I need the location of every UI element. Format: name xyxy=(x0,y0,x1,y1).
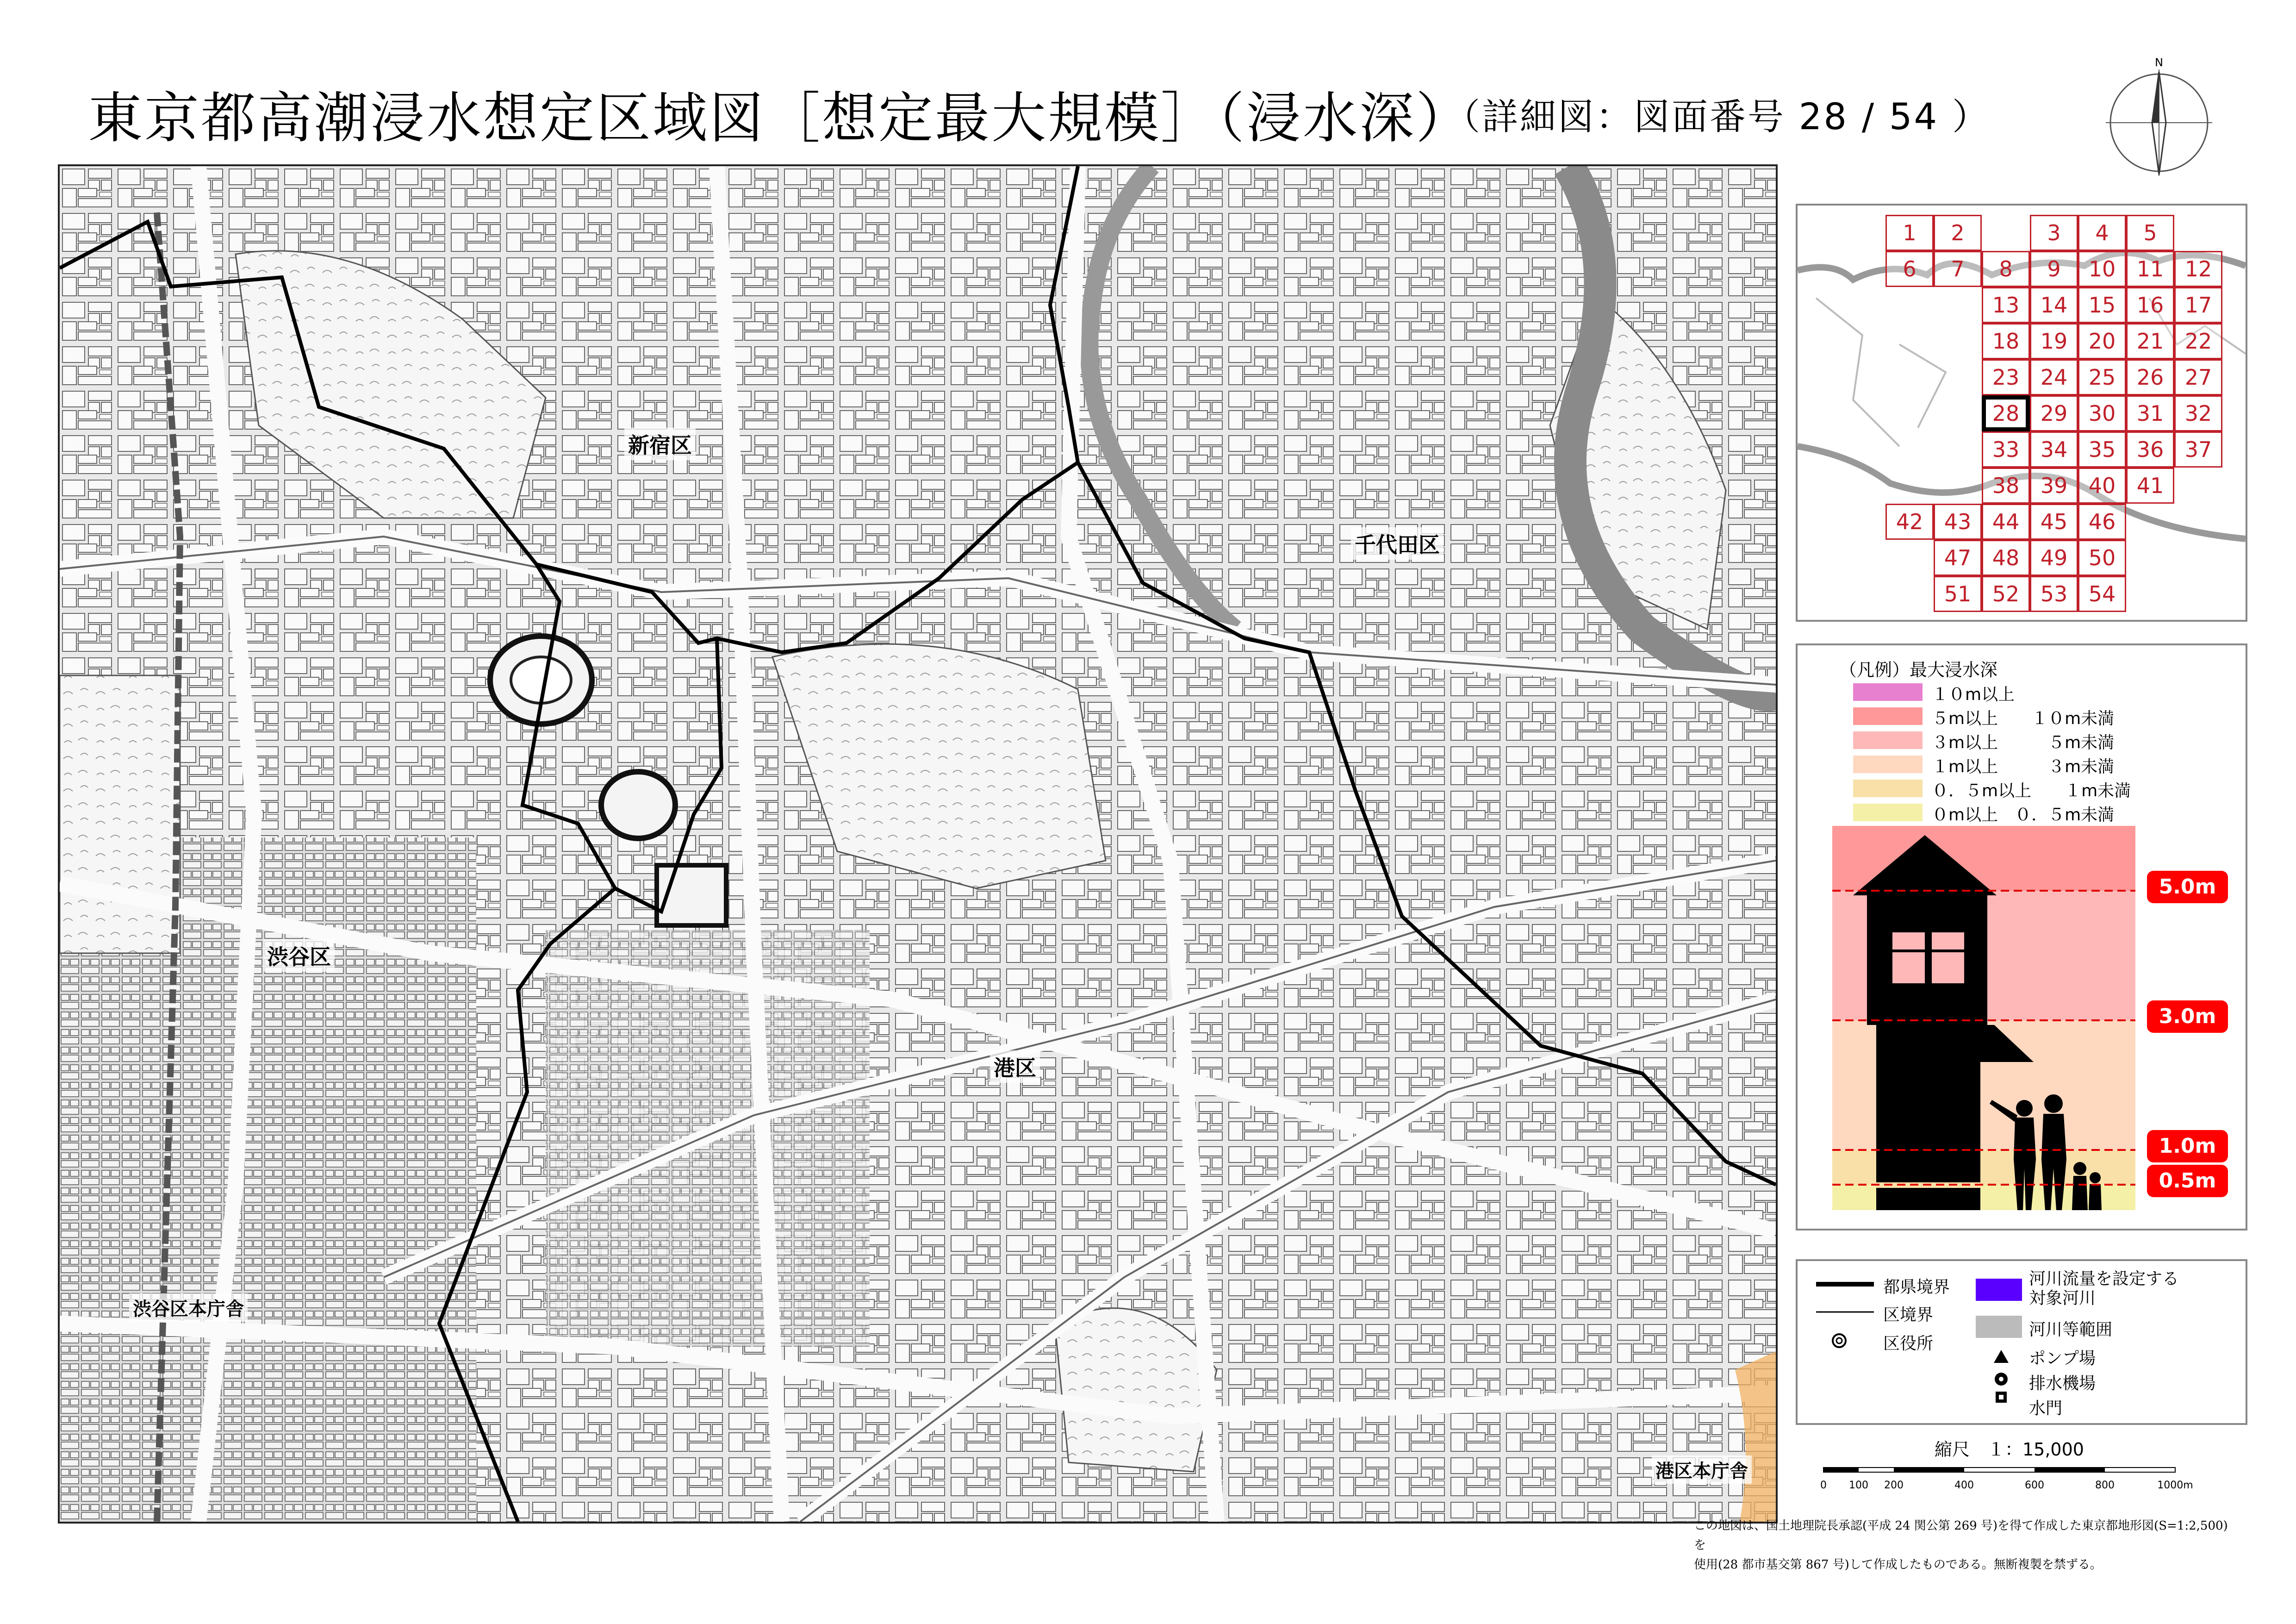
scale-tick-label: 0 xyxy=(1820,1480,1827,1491)
depth-illustration xyxy=(1832,826,2135,1210)
scale-tick-label: 200 xyxy=(1884,1480,1904,1491)
sheet-cell-20[interactable]: 20 xyxy=(2078,323,2126,359)
sheet-cell-4[interactable]: 4 xyxy=(2078,215,2126,251)
legend-title: （凡例）最大浸水深 xyxy=(1839,660,1998,680)
sheet-cell-22[interactable]: 22 xyxy=(2174,323,2222,359)
depth-marker-tag: 3.0m xyxy=(2147,1000,2228,1033)
depth-class-row xyxy=(1853,706,2233,726)
sheet-cell-13[interactable]: 13 xyxy=(1982,287,2030,323)
sheet-cell-37[interactable]: 37 xyxy=(2174,431,2222,468)
depth-marker-tag: 0.5m xyxy=(2147,1165,2228,1197)
credit-line-2: 使用(28 都市基交第 867 号)して作成したものである。無断複製を禁ずる。 xyxy=(1694,1558,2102,1572)
symbols-legend xyxy=(1796,1259,2247,1425)
sheet-cell-38[interactable]: 38 xyxy=(1982,468,2030,504)
sheet-cell-41[interactable]: 41 xyxy=(2126,468,2174,504)
sheet-cell-50[interactable]: 50 xyxy=(2078,540,2126,576)
sheet-cell-7[interactable]: 7 xyxy=(1934,251,1982,287)
sheet-cell-2[interactable]: 2 xyxy=(1934,215,1982,251)
sheet-cell-11[interactable]: 11 xyxy=(2126,251,2174,287)
sheet-cell-42[interactable]: 42 xyxy=(1885,504,1934,540)
sheet-cell-26[interactable]: 26 xyxy=(2126,359,2174,395)
depth-marker-tag: 1.0m xyxy=(2147,1130,2228,1162)
target-river-label-2: 対象河川 xyxy=(2029,1289,2096,1308)
sheet-cell-1[interactable]: 1 xyxy=(1885,215,1934,251)
depth-class-row xyxy=(1853,778,2233,798)
sheet-cell-28[interactable]: 28 xyxy=(1982,395,2030,431)
depth-color-swatch xyxy=(1853,804,1923,821)
depth-class-row xyxy=(1853,730,2233,750)
sheet-cell-35[interactable]: 35 xyxy=(2078,431,2126,468)
drainage-station-label: 排水機場 xyxy=(2029,1374,2096,1393)
sheet-cell-5[interactable]: 5 xyxy=(2126,215,2174,251)
depth-class-row xyxy=(1853,754,2233,774)
sheet-cell-14[interactable]: 14 xyxy=(2030,287,2078,323)
sheet-cell-27[interactable]: 27 xyxy=(2174,359,2222,395)
sheet-cell-17[interactable]: 17 xyxy=(2174,287,2222,323)
sheet-cell-47[interactable]: 47 xyxy=(1934,540,1982,576)
ward-label-shinjuku: 新宿区 xyxy=(624,428,696,460)
ward-label-minato: 港区 xyxy=(990,1050,1040,1083)
scale-tick-label: 100 xyxy=(1849,1480,1868,1491)
sheet-cell-40[interactable]: 40 xyxy=(2078,468,2126,504)
depth-class-label: １m以上 ３m未満 xyxy=(1932,757,2115,776)
sheet-cell-3[interactable]: 3 xyxy=(2030,215,2078,251)
credit-line-1: この地図は、国土地理院長承認(平成 24 関公第 269 号)を得て作成した東京都地形図(S=1:2,500)を xyxy=(1694,1519,2228,1552)
sheet-cell-51[interactable]: 51 xyxy=(1934,576,1982,612)
sheet-cell-52[interactable]: 52 xyxy=(1982,576,2030,612)
scale-bar xyxy=(1814,1463,2198,1495)
scale-tick-label: 1000m xyxy=(2157,1480,2193,1491)
north-arrow-icon xyxy=(2097,53,2221,178)
sheet-cell-24[interactable]: 24 xyxy=(2030,359,2078,395)
sheet-cell-19[interactable]: 19 xyxy=(2030,323,2078,359)
pref-boundary-label: 都県境界 xyxy=(1883,1278,1950,1297)
sheet-cell-45[interactable]: 45 xyxy=(2030,504,2078,540)
ward-label-chiyoda: 千代田区 xyxy=(1351,527,1444,560)
sheet-cell-48[interactable]: 48 xyxy=(1982,540,2030,576)
sheet-cell-30[interactable]: 30 xyxy=(2078,395,2126,431)
shibuya-office-label: 渋谷区本庁舎 xyxy=(129,1293,248,1322)
map-title: 東京都高潮浸水想定区域図［想定最大規模］（浸水深） xyxy=(88,86,1473,150)
depth-color-swatch xyxy=(1853,756,1923,773)
sheet-cell-53[interactable]: 53 xyxy=(2030,576,2078,612)
scale-label: 縮尺 １：15,000 xyxy=(1935,1439,2084,1460)
depth-class-label: １０m以上 xyxy=(1932,685,2015,704)
depth-class-label: ３m以上 ５m未満 xyxy=(1932,733,2115,752)
sheet-cell-54[interactable]: 54 xyxy=(2078,576,2126,612)
depth-color-swatch xyxy=(1853,683,1923,701)
scale-tick-label: 400 xyxy=(1954,1480,1974,1491)
sheet-cell-33[interactable]: 33 xyxy=(1982,431,2030,468)
scale-tick-label: 800 xyxy=(2095,1480,2115,1491)
sheet-cell-16[interactable]: 16 xyxy=(2126,287,2174,323)
depth-class-label: ０．５m以上 １m未満 xyxy=(1932,781,2131,800)
sheet-cell-21[interactable]: 21 xyxy=(2126,323,2174,359)
sheet-cell-49[interactable]: 49 xyxy=(2030,540,2078,576)
target-river-label: 河川流量を設定する xyxy=(2029,1269,2179,1288)
sheet-cell-43[interactable]: 43 xyxy=(1934,504,1982,540)
sheet-cell-23[interactable]: 23 xyxy=(1982,359,2030,395)
river-area-swatch xyxy=(1976,1316,2022,1338)
depth-color-swatch xyxy=(1853,780,1923,797)
compass-n-label: N xyxy=(2155,56,2163,69)
depth-class-label: ０m以上 ０．５m未満 xyxy=(1932,806,2115,824)
sheet-number-subtitle: （詳細図：図面番号 28 / 54 ） xyxy=(1444,96,1990,138)
sheet-cell-46[interactable]: 46 xyxy=(2078,504,2126,540)
ward-office-label: 区役所 xyxy=(1883,1334,1934,1353)
sheet-cell-10[interactable]: 10 xyxy=(2078,251,2126,287)
sheet-cell-31[interactable]: 31 xyxy=(2126,395,2174,431)
water-gate-label: 水門 xyxy=(2029,1399,2063,1418)
depth-class-label: ５m以上 １０m未満 xyxy=(1932,709,2115,728)
sheet-cell-39[interactable]: 39 xyxy=(2030,468,2078,504)
sheet-cell-12[interactable]: 12 xyxy=(2174,251,2222,287)
depth-marker-tag: 5.0m xyxy=(2147,871,2228,903)
sheet-cell-29[interactable]: 29 xyxy=(2030,395,2078,431)
ward-label-shibuya: 渋谷区 xyxy=(263,939,335,972)
depth-legend xyxy=(1796,643,2247,1230)
detail-map[interactable] xyxy=(58,164,1778,1524)
sheet-cell-18[interactable]: 18 xyxy=(1982,323,2030,359)
sheet-cell-34[interactable]: 34 xyxy=(2030,431,2078,468)
sheet-index-map xyxy=(1796,204,2247,622)
sheet-cell-25[interactable]: 25 xyxy=(2078,359,2126,395)
sheet-cell-15[interactable]: 15 xyxy=(2078,287,2126,323)
sheet-cell-32[interactable]: 32 xyxy=(2174,395,2222,431)
ward-boundary-label: 区境界 xyxy=(1883,1305,1934,1324)
sheet-cell-44[interactable]: 44 xyxy=(1982,504,2030,540)
sheet-cell-6[interactable]: 6 xyxy=(1885,251,1934,287)
depth-class-row xyxy=(1853,681,2233,702)
sheet-cell-36[interactable]: 36 xyxy=(2126,431,2174,468)
depth-class-row xyxy=(1853,802,2233,822)
depth-color-swatch xyxy=(1853,731,1923,749)
depth-color-swatch xyxy=(1853,707,1923,725)
pump-station-label: ポンプ場 xyxy=(2029,1349,2096,1368)
minato-office-label: 港区本庁舎 xyxy=(1652,1455,1752,1484)
scale-tick-label: 600 xyxy=(2025,1480,2044,1491)
sheet-cell-9[interactable]: 9 xyxy=(2030,251,2078,287)
sheet-cell-8[interactable]: 8 xyxy=(1982,251,2030,287)
target-river-swatch xyxy=(1976,1279,2022,1301)
river-area-label: 河川等範囲 xyxy=(2029,1320,2113,1339)
map-credit xyxy=(1694,1516,2235,1574)
